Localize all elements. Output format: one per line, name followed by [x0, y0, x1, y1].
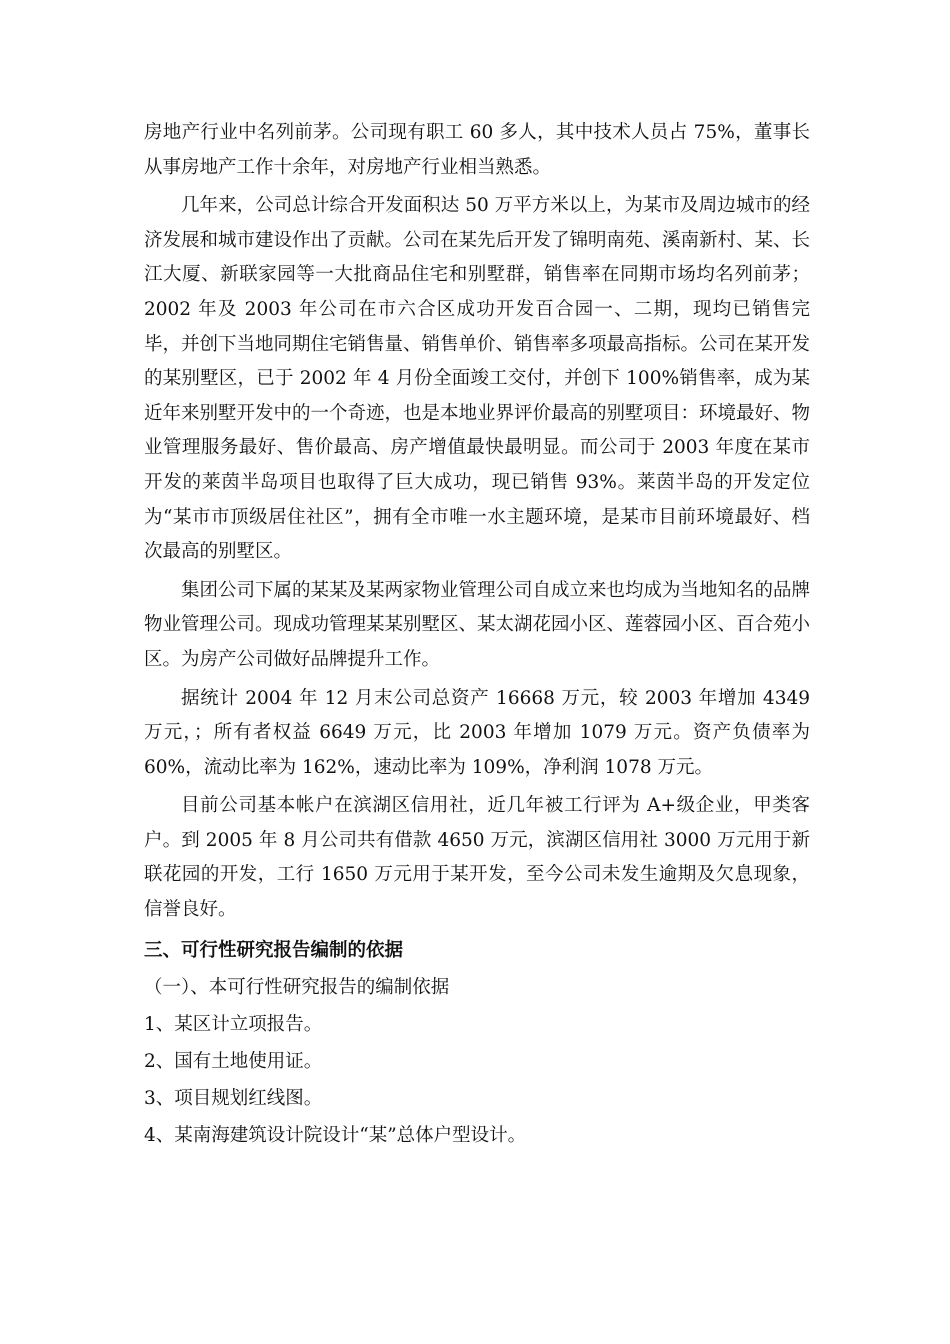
list-item: 4、某南海建筑设计院设计“某”总体户型设计。 — [144, 1124, 527, 1146]
sub-heading: （一）、本可行性研究报告的编制依据 — [144, 976, 450, 998]
list-item: 1、某区计立项报告。 — [144, 1013, 323, 1035]
list-item: 2、国有土地使用证。 — [144, 1050, 323, 1072]
body-paragraph: 据统计 2004 年 12 月末公司总资产 16668 万元，较 2003 年增加 4349 万元，；所有者权益 6649 万元，比 2003 年增加 1079 万元。资产负债率为 60%，流动比率为 162%，速动比率为 109%，净利润 1078 万元。 — [144, 687, 810, 778]
body-paragraph: 房地产行业中名列前茅。公司现有职工 60 多人，其中技术人员占 75%，董事长从事房地产工作十余年，对房地产行业相当熟悉。 — [144, 122, 810, 178]
body-paragraph: 目前公司基本帐户在滨湖区信用社，近几年被工行评为 A+级企业，甲类客户。到 2005 年 8 月公司共有借款 4650 万元，滨湖区信用社 3000 万元用于新联花园的开发，工行 1650 万元用于某开发，至今公司未发生逾期及欠息现象，信誉良好。 — [144, 795, 810, 921]
list-item: 3、项目规划红线图。 — [144, 1087, 323, 1109]
section-heading: 三、可行性研究报告编制的依据 — [144, 939, 404, 961]
document-page — [144, 116, 810, 1154]
body-paragraph: 几年来，公司总计综合开发面积达 50 万平方米以上，为某市及周边城市的经济发展和城市建设作出了贡献。公司在某先后开发了锦明南苑、溪南新村、某、长江大厦、新联家园等一大批商品住宅和别墅群，销售率在同期市场均名列前茅；2002 年及 2003 年公司在市六合区成功开发百合园一、二期，现均已销售完毕，并创下当地同期住宅销售量、销售单价、销售率多项最高指标。公司在某开发的某别墅区，已于 2002 年 4 月份全面竣工交付，并创下 100%销售率，成为某近年来别墅开发中的一个奇迹，也是本地业界评价最高的别墅项目：环境最好、物业管理服务最好、售价最高、房产增值最快最明显。而公司于 2003 年度在某市开发的莱茵半岛项目也取得了巨大成功，现已销售 93%。莱茵半岛的开发定位为“某市市顶级居住社区”，拥有全市唯一水主题环境，是某市目前环境最好、档次最高的别墅区。 — [144, 195, 811, 563]
body-paragraph: 集团公司下属的某某及某两家物业管理公司自成立来也均成为当地知名的品牌物业管理公司。现成功管理某某别墅区、某太湖花园小区、莲蓉园小区、百合苑小区。为房产公司做好品牌提升工作。 — [144, 579, 811, 670]
